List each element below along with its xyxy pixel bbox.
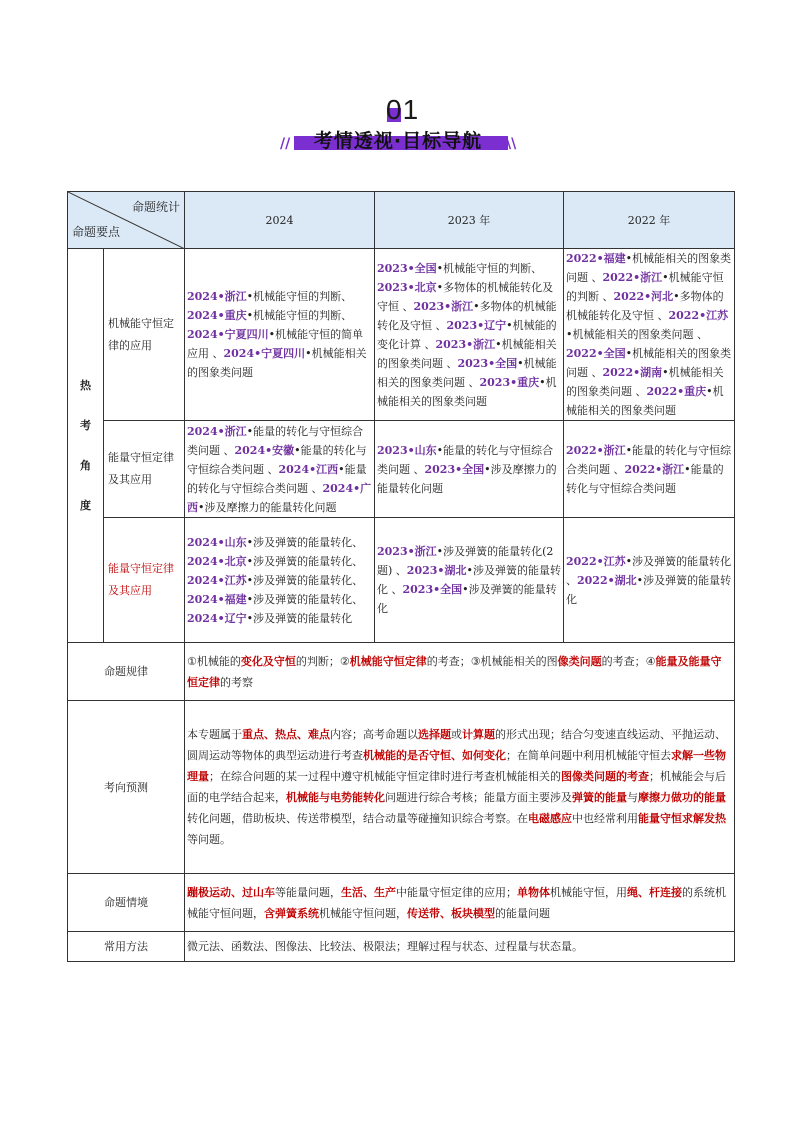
year-source-tag: 2023•重庆 (479, 375, 540, 389)
info-row (68, 643, 735, 701)
year-source-tag: 2024•辽宁 (187, 611, 247, 625)
body-text: •涉及弹簧的能量转化(2题) 、 (377, 545, 554, 577)
section-number-text: 01 (386, 94, 420, 125)
year-source-tag: 2022•重庆 (646, 385, 707, 398)
info-content (185, 701, 735, 874)
table-row (68, 249, 735, 421)
section-number (383, 94, 420, 126)
body-text: •机械能相关的图象类问题 、 (377, 337, 557, 370)
year-source-tag: 2024•山东 (187, 535, 247, 549)
body-text: 或 (451, 728, 462, 741)
body-text: 的判断；② (295, 654, 350, 668)
body-text: 中也经常利用 (572, 812, 638, 825)
body-text: ①机械能的 (187, 654, 241, 668)
cell-2022 (564, 249, 735, 421)
body-text: ；在简单问题中利用机械能守恒去 (506, 749, 671, 762)
hot-char: 热 (80, 378, 91, 392)
corner-label-point: 命题要点 (72, 225, 121, 239)
highlight-text: 单物体 (517, 885, 550, 899)
topic-label: 机械能守恒定律的应用 (104, 249, 185, 421)
year-source-tag: 2024•浙江 (187, 424, 247, 438)
highlight-text: 传送带、板块模型 (407, 906, 495, 920)
exam-analysis-table (67, 191, 735, 962)
highlight-text: 机械能与电势能转化 (286, 791, 385, 804)
body-text: ；机械能会与后面的电学结合起来， (187, 770, 726, 804)
body-text: 本专题属于 (187, 728, 242, 741)
topic-label: 能量守恒定律及其应用 (104, 518, 185, 643)
cell-2023 (375, 249, 564, 421)
year-source-tag: 2024•浙江 (187, 290, 247, 303)
year-source-tag: 2023•北京 (377, 280, 437, 294)
body-text: 的形式出现；结合匀变速直线运动、平抛运动、圆周运动等物体的典型运动进行考查 (187, 728, 726, 762)
body-text: •涉及弹簧的能量转化 (377, 583, 557, 615)
year-source-tag: 2022•浙江 (624, 462, 685, 476)
year-source-tag: 2024•江西 (278, 462, 339, 476)
year-source-tag: 2023•全国 (424, 462, 485, 476)
hot-char: 度 (80, 498, 91, 512)
year-source-tag: 2023•辽宁 (446, 318, 507, 332)
body-text: 的考察 (220, 675, 253, 689)
body-text: •机械能相关的图象类问题 、 (566, 366, 724, 398)
body-text: •能量的转化与守恒综合类问题 、 (187, 462, 367, 495)
cell-2024 (185, 421, 375, 518)
year-source-tag: 2023•全国 (377, 261, 437, 275)
left-slash-decoration: // (280, 136, 291, 152)
cell-2023 (375, 421, 564, 518)
year-source-tag: 2022•浙江 (602, 271, 663, 284)
body-text: •能量的转化与守恒综合类问题 、 (566, 443, 732, 476)
year-source-tag: 2024•安徽 (234, 443, 295, 457)
body-text: •机械能的变化计算 、 (377, 318, 557, 351)
year-source-tag: 2023•山东 (377, 443, 437, 457)
year-source-tag: 2022•湖南 (602, 366, 663, 379)
highlight-text: 机械能的是否守恒、如何变化 (363, 749, 506, 762)
body-text: •机械能守恒的判断、 (246, 309, 353, 322)
year-source-tag: 2024•北京 (187, 554, 247, 568)
year-source-tag: 2022•浙江 (566, 443, 626, 457)
body-text: 内容；高考命题以 (330, 728, 418, 741)
highlight-text: 重点、热点、难点 (242, 728, 330, 741)
body-text: 问题进行综合考核；能量方面主要涉及 (385, 791, 572, 804)
body-text: ；在综合问题的某一过程中遵守机械能守恒定律时进行考查机械能相关的 (209, 770, 561, 783)
info-content (185, 874, 735, 932)
body-text: •能量的转化与守恒综合类问题 、 (187, 424, 364, 457)
year-source-tag: 2022•全国 (566, 347, 626, 360)
highlight-text: 计算题 (462, 728, 495, 741)
highlight-text: 绳、杆连接 (627, 885, 682, 899)
year-source-tag: 2022•福建 (566, 252, 626, 265)
highlight-text: 机械能守恒定律 (349, 654, 427, 668)
section-header (0, 92, 794, 162)
body-text: •涉及弹簧的能量转化、 (246, 592, 364, 606)
year-source-tag: 2023•浙江 (413, 299, 474, 313)
info-label: 命题规律 (68, 643, 185, 701)
cell-2022 (564, 421, 735, 518)
year-source-tag: 2022•江苏 (668, 309, 729, 322)
cell-2023 (375, 518, 564, 643)
year-source-tag: 2023•浙江 (377, 545, 437, 558)
year-source-tag: 2024•宁夏四川 (187, 328, 269, 341)
body-text: •能量的转化与守恒综合类问题 、 (377, 443, 554, 476)
info-row (68, 701, 735, 874)
year-source-tag: 2022•湖北 (577, 573, 637, 587)
highlight-text: 生活、生产 (341, 885, 396, 899)
highlight-text: 图像类问题的考查 (561, 770, 649, 783)
hot-topic-label (68, 249, 104, 643)
hot-char: 考 (80, 418, 91, 432)
year-source-tag: 2024•宁夏四川 (223, 347, 306, 360)
body-text: •机械能相关的图象类问题 (377, 375, 557, 408)
body-text: 等问题。 (187, 833, 231, 846)
body-text: •能量的转化与守恒综合类问题 (566, 462, 724, 495)
body-text: 的能量问题 (495, 906, 550, 920)
highlight-text: 选择题 (418, 728, 451, 741)
cell-2024 (185, 518, 375, 643)
year-source-tag: 2023•全国 (402, 583, 463, 596)
body-text: •涉及弹簧的能量转化 (246, 611, 353, 625)
cell-2022 (564, 518, 735, 643)
highlight-text: 电磁感应 (528, 812, 572, 825)
body-text: •涉及弹簧的能量转化 、 (377, 564, 561, 596)
body-text: •多物体的机械能转化及守恒 、 (377, 299, 557, 332)
highlight-text: 弹簧的能量 (572, 791, 627, 804)
body-text: •机械能相关的图象类问题 (566, 385, 724, 417)
year-source-tag: 2024•江苏 (187, 573, 247, 587)
right-slash-decoration: \\ (506, 136, 517, 152)
info-label: 命题情境 (68, 874, 185, 932)
year-source-tag: 2023•湖北 (406, 564, 467, 577)
body-text: •多物体的机械能转化及守恒 、 (377, 280, 554, 313)
table-row (68, 518, 735, 643)
body-text: 中能量守恒定律的应用； (396, 885, 517, 899)
body-text: •涉及弹簧的能量转化、 (246, 535, 364, 549)
body-text: •机械能相关的图象类问题 、 (566, 347, 732, 379)
body-text: •机械能相关的图象类问题 、 (377, 356, 557, 389)
body-text: •涉及弹簧的能量转化 (566, 573, 732, 606)
body-text: 的系统机械能守恒问题， (187, 885, 726, 920)
highlight-text: 蹦极运动、过山车 (187, 885, 275, 899)
year-source-tag: 2024•广西 (187, 481, 372, 514)
year-header-2022: 2022 年 (564, 192, 735, 249)
body-text: 与 (627, 791, 638, 804)
corner-cell (68, 192, 185, 249)
year-source-tag: 2022•河北 (613, 290, 674, 303)
year-source-tag: 2024•福建 (187, 592, 247, 606)
year-header-2024: 2024 (185, 192, 375, 249)
hot-char: 角 (80, 458, 91, 472)
info-row (68, 874, 735, 932)
cell-2024 (185, 249, 375, 421)
year-source-tag: 2022•江苏 (566, 554, 626, 568)
body-text: •机械能相关的图象类问题 (187, 347, 367, 379)
table-header-row (68, 192, 735, 249)
body-text: 等能量问题， (275, 885, 341, 899)
body-text: •涉及弹簧的能量转化、 (246, 573, 364, 587)
body-text: 机械能守恒问题， (319, 906, 407, 920)
topic-label: 能量守恒定律及其应用 (104, 421, 185, 518)
highlight-text: 能量守恒求解发热 (638, 812, 726, 825)
corner-label-stat: 命题统计 (131, 200, 180, 214)
body-text: •机械能守恒的简单应用 、 (187, 328, 364, 360)
body-text: •机械能守恒的判断 、 (566, 271, 724, 303)
table-row (68, 421, 735, 518)
highlight-text: 变化及守恒 (240, 654, 296, 668)
body-text: •多物体的机械能转化及守恒 、 (566, 290, 724, 322)
body-text: 转化问题，借助板块、传送带模型，结合动量等碰撞知识综合考察。在 (187, 812, 528, 825)
highlight-text: 摩擦力做功的能量 (638, 791, 726, 804)
highlight-text: 求解一些物理量 (187, 749, 726, 783)
year-source-tag: 2023•浙江 (435, 337, 496, 351)
body-text: •机械能守恒的判断、 (436, 261, 543, 275)
info-row (68, 932, 735, 962)
highlight-text: 像类问题 (557, 654, 602, 668)
year-source-tag: 2024•重庆 (187, 309, 247, 322)
body-text: •涉及弹簧的能量转化、 (246, 554, 364, 568)
body-text: •机械能相关的图象类问题 、 (566, 252, 732, 284)
info-label: 考向预测 (68, 701, 185, 874)
info-label: 常用方法 (68, 932, 185, 962)
info-content (185, 643, 735, 701)
year-source-tag: 2023•全国 (457, 356, 518, 370)
year-header-2023: 2023 年 (375, 192, 564, 249)
body-text: •涉及弹簧的能量转化 、 (566, 554, 732, 587)
body-text: 的考查；④ (601, 654, 656, 668)
body-text: 的考查；③机械能相关的图 (426, 654, 558, 668)
highlight-text: 含弹簧系统 (264, 906, 319, 920)
body-text: 机械能守恒，用 (550, 885, 627, 899)
info-content (185, 932, 735, 962)
body-text: •机械能相关的图象类问题 、 (566, 328, 708, 341)
body-text: •能量的转化与守恒综合类问题 、 (187, 443, 367, 476)
page-title: 考情透视·目标导航 (313, 130, 483, 152)
body-text: 微元法、函数法、图像法、比较法、极限法；理解过程与状态、过程量与状态量。 (187, 940, 583, 953)
highlight-text: 能量及能量守恒定律 (187, 654, 722, 689)
body-text: •涉及摩擦力的能量转化问题 (198, 500, 337, 514)
body-text: •机械能守恒的判断、 (246, 290, 353, 303)
body-text: •涉及摩擦力的能量转化问题 (377, 462, 557, 495)
